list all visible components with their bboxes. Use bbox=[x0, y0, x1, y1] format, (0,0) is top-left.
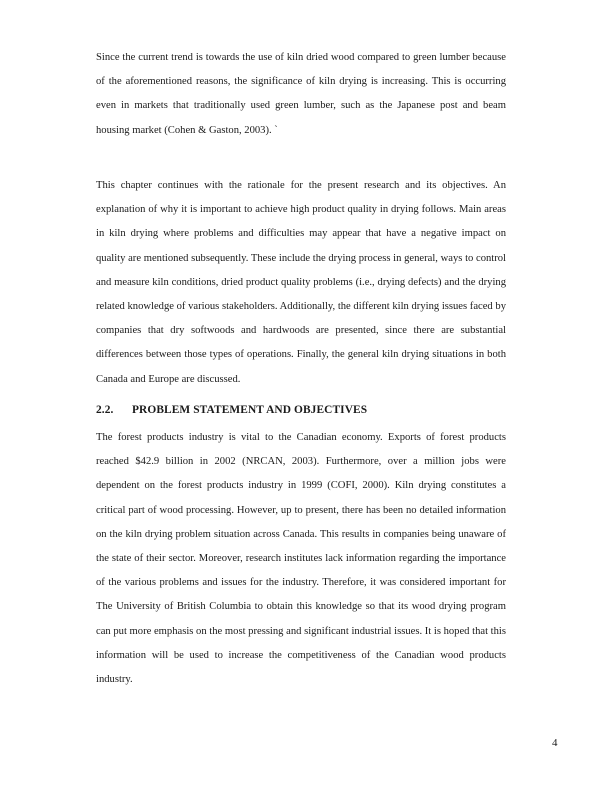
section-number: 2.2. bbox=[96, 404, 114, 416]
paragraph-kiln-drying-trend: Since the current trend is towards the use of kiln dried wood compared to green lumber because of the aforementioned reasons, the significance of kiln drying is increasing. This is occurring even in markets that traditionally used green lumber, such as the Japanese post and beam housing market (Cohen & Gaston, 2003). ` bbox=[96, 52, 506, 136]
paragraph-problem-statement: The forest products industry is vital to the Canadian economy. Exports of forest products reached $42.9 billion in 2002 (NRCAN, 2003). Furthermore, over a million jobs were dependent on the forest products industry in 1999 (COFI, 2000). Kiln drying constitutes a critical part of wood processing. However, up to present, there has been no detailed information on the kiln drying problem situation across Canada. This results in companies being unaware of the state of their sector. Moreover, research institutes lack information regarding the importance of the various problems and issues for the industry. Therefore, it was considered important for The University of British Columbia to obtain this knowledge so that its wood drying program can put more emphasis on the most pressing and significant industrial issues. It is hoped that this information will be used to increase the competitiveness of the Canadian wood products industry. bbox=[96, 432, 506, 686]
page-number: 4 bbox=[552, 737, 558, 749]
section-heading bbox=[96, 400, 506, 420]
section-title: PROBLEM STATEMENT AND OBJECTIVES bbox=[132, 404, 368, 416]
paragraph-chapter-overview: This chapter continues with the rationale for the present research and its objectives. An explanation of why it is important to achieve high product quality in drying follows. Main areas in kiln drying where problems and difficulties may appear that have a negative impact on quality are mentioned subsequently. These include the drying process in general, ways to control and measure kiln conditions, dried product quality problems (i.e., drying defects) and the drying related knowledge of various stakeholders. Additionally, the different kiln drying issues faced by companies that dry softwoods and hardwoods are presented, since there are substantial differences between those types of operations. Finally, the general kiln drying situations in both Canada and Europe are discussed. bbox=[96, 180, 506, 385]
